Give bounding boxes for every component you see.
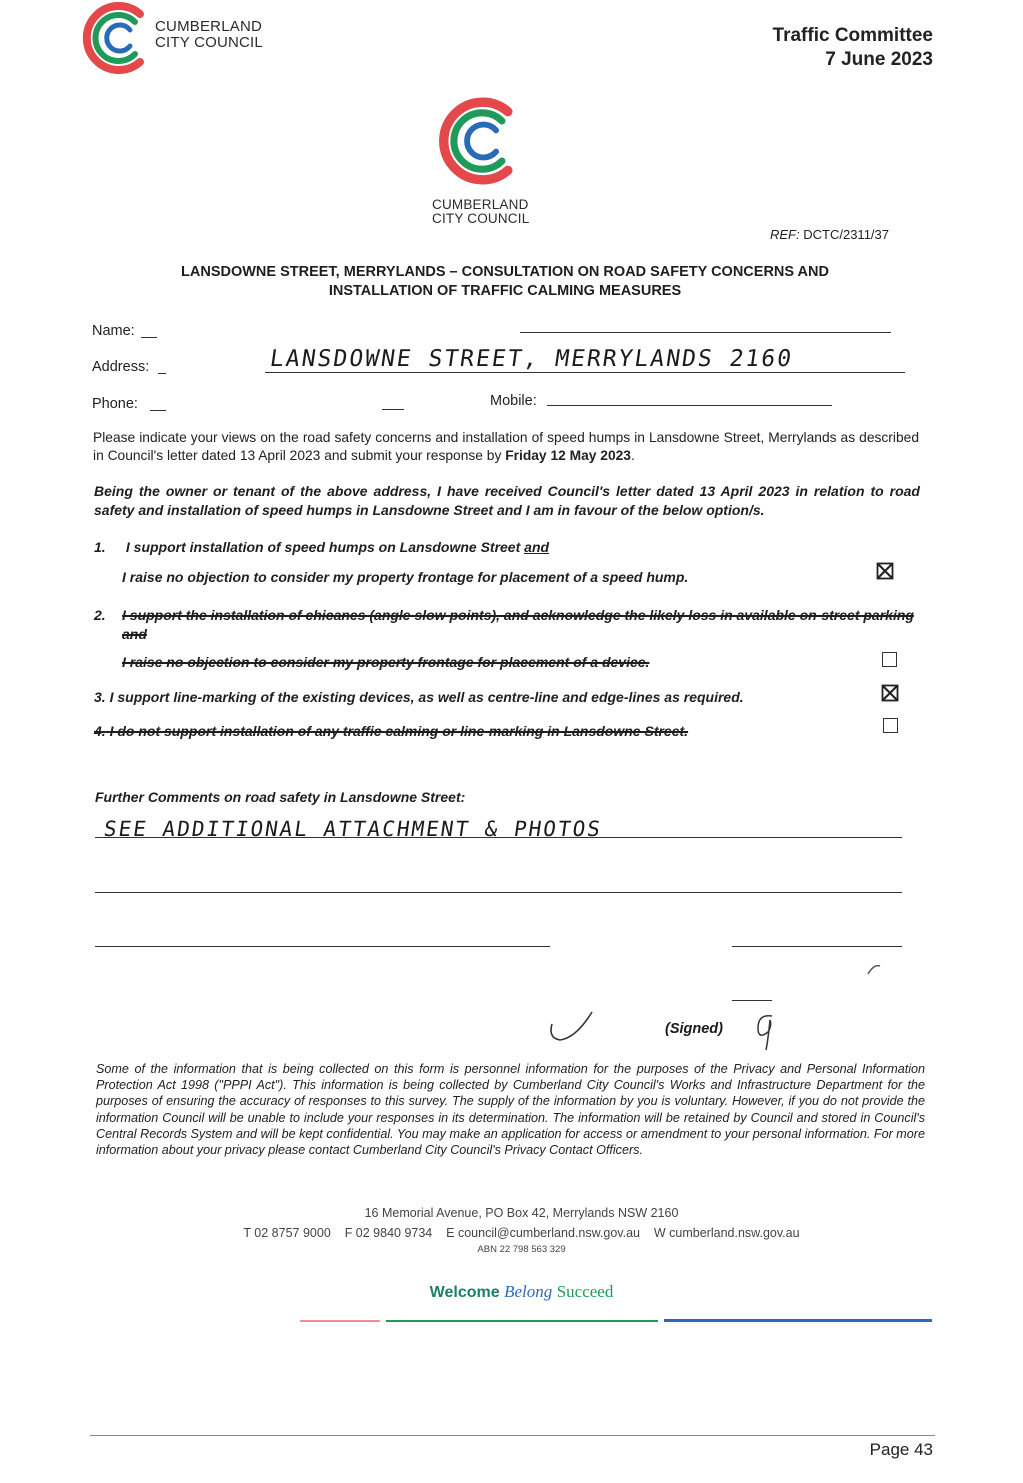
footer-bar-red [300, 1320, 380, 1322]
option-4-number: 4. [94, 723, 106, 739]
slogan-succeed: Succeed [556, 1282, 614, 1301]
name-field[interactable] [520, 332, 891, 333]
privacy-notice: Some of the information that is being collected on this form is personnel information for the purposes of the Privacy and Personal Information Protection Act 1998 ("PPPI Act"). This information is being collected by Cumberland City Council's Works and Infrastructure Department for the purposes of ensuring the accuracy of responses to this survey. The supply of the information by you is voluntary. However, if you do not provide the information Council will be unable to include your responses in its determination. The information will be retained by Council and stored in Council's Central Records System and will be kept confidential. You may make an application for access or amendment to your personal information. For more information about your privacy please contact Cumberland City Council's Privacy Contact Officers. [96, 1062, 925, 1158]
option-2-checkbox[interactable] [882, 652, 897, 667]
footer-abn: ABN 22 798 563 329 [477, 1244, 566, 1255]
cumberland-logo-icon [80, 0, 156, 76]
footer-web[interactable]: W cumberland.nsw.gov.au [653, 1226, 800, 1240]
phone-label: Phone: [92, 396, 138, 412]
option-2 [94, 606, 914, 672]
letterhead-line-2: CITY COUNCIL [432, 211, 530, 226]
option-1-and: and [524, 539, 550, 555]
address-label: Address: [92, 359, 150, 375]
address-handwritten: LANSDOWNE STREET, MERRYLANDS 2160 [268, 346, 795, 372]
page-number: Page 43 [869, 1440, 933, 1459]
signed-label: (Signed) [665, 1021, 723, 1037]
slogan-welcome: Welcome [429, 1284, 500, 1301]
comments-label: Further Comments on road safety in Lansdowne Street: [95, 789, 466, 805]
footer-fax: F 02 9840 9734 [344, 1226, 433, 1240]
comments-line-1[interactable] [95, 837, 902, 838]
signature-stub-line [732, 1000, 772, 1001]
comments-line-3b[interactable] [732, 946, 902, 947]
pen-mark-icon [866, 962, 886, 976]
cumberland-letterhead-logo-icon [437, 94, 527, 188]
intro-paragraph: Please indicate your views on the road safety concerns and installation of speed humps in Lansdowne Street, Merrylands as described in Council's letter dated 13 April 2023 and submit your response by Friday 12 May 2023. [93, 430, 919, 463]
form-title-line-1: LANSDOWNE STREET, MERRYLANDS – CONSULTATION ON ROAD SAFETY CONCERNS AND [181, 264, 829, 280]
ref-label: REF: [770, 227, 800, 242]
option-4-line1: I do not support installation of any traffic calming or line-marking in Lansdowne Street. [109, 723, 689, 739]
signature-tick-icon [546, 1008, 596, 1044]
signature-icon [752, 1010, 782, 1056]
committee-date: 7 June 2023 [825, 49, 933, 70]
phone-field-short [150, 410, 166, 411]
name-field-short [141, 337, 157, 338]
option-1 [94, 538, 854, 587]
option-1-line2: I raise no objection to consider my property frontage for placement of a speed hump. [122, 569, 689, 585]
option-4-checkbox[interactable] [883, 718, 898, 733]
option-2-line2: I raise no objection to consider my property frontage for placement of a device. [122, 654, 650, 670]
comments-handwritten: SEE ADDITIONAL ATTACHMENT & PHOTOS [102, 817, 604, 841]
checked-cross-icon [876, 562, 894, 580]
comments-line-3a[interactable] [95, 946, 550, 947]
option-4 [94, 722, 854, 741]
slogan [0, 1282, 1023, 1302]
letterhead-line-1: CUMBERLAND [432, 197, 529, 212]
logo-line-1: CUMBERLAND [155, 18, 263, 35]
address-field-short [158, 373, 166, 374]
form-title-line-2: INSTALLATION OF TRAFFIC CALMING MEASURES [328, 283, 682, 299]
intro-text: Please indicate your views on the road safety concerns and installation of speed humps in Lansdowne Street, Merrylands as described in Council's letter dated 13 April 2023 and submit your response by [93, 430, 919, 463]
reference [770, 227, 889, 242]
page-rule [90, 1435, 935, 1436]
option-3 [94, 688, 854, 707]
ref-value: DCTC/2311/37 [803, 227, 889, 242]
footer-address: 16 Memorial Avenue, PO Box 42, Merrylands NSW 2160 [364, 1206, 679, 1220]
option-2-number: 2. [94, 607, 106, 623]
intro-deadline: Friday 12 May 2023 [505, 448, 631, 463]
mobile-field[interactable] [547, 405, 832, 406]
footer-phone: T 02 8757 9000 [243, 1226, 331, 1240]
option-3-number: 3. [94, 689, 106, 705]
mobile-label: Mobile: [490, 393, 537, 409]
slogan-belong: Belong [504, 1282, 553, 1301]
option-1-number: 1. [94, 539, 106, 555]
option-3-checkbox[interactable] [881, 684, 899, 702]
phone-field[interactable] [382, 409, 404, 410]
option-2-line1: I support the installation of chicanes (angle slow points), and acknowledge the likely loss in available on-street parking and [122, 607, 914, 642]
committee-title: Traffic Committee [772, 25, 933, 46]
comments-line-2[interactable] [95, 892, 902, 893]
name-label: Name: [92, 323, 135, 339]
header-logo [80, 0, 280, 76]
address-field[interactable] [265, 372, 905, 373]
option-3-line1: I support line-marking of the existing devices, as well as centre-line and edge-lines as required. [109, 689, 744, 705]
option-1-checkbox[interactable] [876, 562, 894, 580]
form-title [120, 263, 890, 301]
owner-statement: Being the owner or tenant of the above address, I have received Council's letter dated 13 April 2023 in relation to road safety and installation of speed humps in Lansdowne Street and I am in favour of the below option/s. [94, 483, 920, 518]
footer-email[interactable]: E council@cumberland.nsw.gov.au [446, 1226, 640, 1240]
footer-contacts [0, 1226, 1023, 1240]
footer-bar-green [386, 1320, 658, 1322]
footer-bar-blue [664, 1319, 932, 1322]
option-1-line1: I support installation of speed humps on Lansdowne Street [125, 539, 521, 555]
letterhead-logo [432, 94, 542, 234]
header-meta [773, 24, 933, 72]
checked-cross-icon [881, 684, 899, 702]
logo-line-2: CITY COUNCIL [155, 34, 263, 51]
